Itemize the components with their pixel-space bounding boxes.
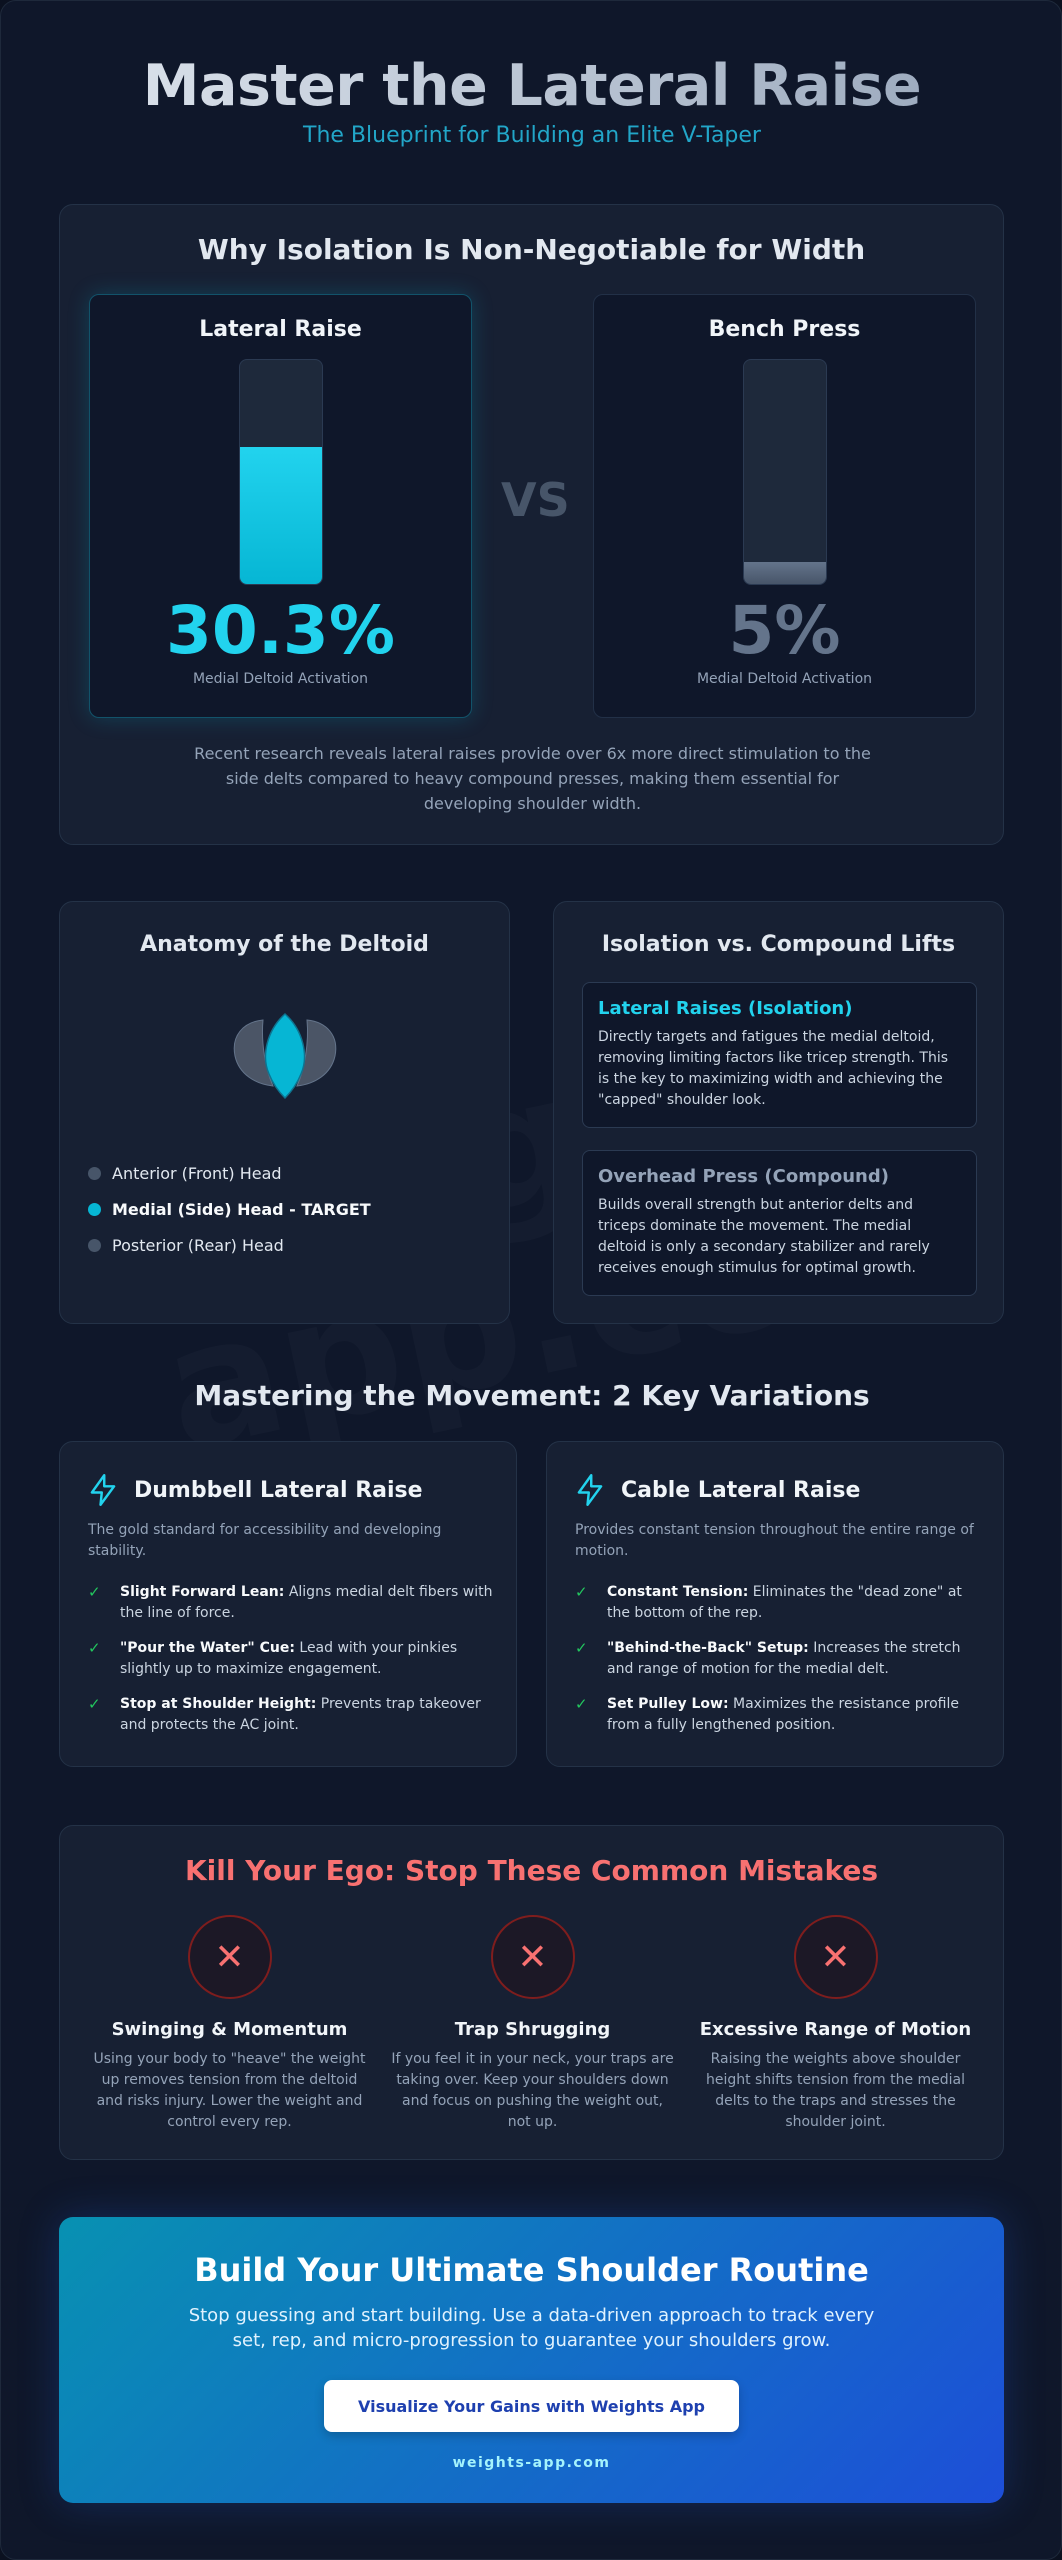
- legend-dot-posterior: [88, 1239, 101, 1252]
- hero-header: [1, 53, 1062, 148]
- legend-anterior: [88, 1155, 371, 1191]
- mistake-item: [390, 1915, 675, 2133]
- page-title: Master the Lateral Raise: [1, 53, 1062, 119]
- mistakes-title: Kill Your Ego: Stop These Common Mistakes: [184, 1854, 878, 1887]
- tip-bold: Constant Tension:: [607, 1584, 749, 1600]
- check-icon: ✓: [88, 1639, 101, 1657]
- check-icon: ✓: [575, 1695, 588, 1713]
- bench-press-percent: 5%: [728, 592, 841, 669]
- cable-tips: [575, 1582, 985, 1750]
- mistake-title: Trap Shrugging: [454, 2019, 611, 2040]
- list-item: [575, 1582, 985, 1624]
- cable-desc: Provides constant tension throughout the entire range of motion.: [575, 1522, 974, 1559]
- bench-press-panel: [593, 294, 976, 718]
- bench-press-meter-fill: [744, 562, 826, 584]
- tip-text: Prevents trap takeover and protects the AC joint.: [120, 1696, 481, 1733]
- mistake-item: [693, 1915, 978, 2133]
- visualize-gains-button[interactable]: Visualize Your Gains with Weights App: [324, 2380, 739, 2432]
- lateral-raise-meter-fill: [240, 447, 322, 584]
- lateral-raise-percent: 30.3%: [166, 592, 395, 669]
- dumbbell-header: [88, 1474, 423, 1506]
- legend-dot-medial: [88, 1203, 101, 1216]
- check-icon: ✓: [88, 1583, 101, 1601]
- anatomy-title: Anatomy of the Deltoid: [140, 932, 429, 957]
- mistake-title: Excessive Range of Motion: [699, 2019, 972, 2040]
- cta-text: Stop guessing and start building. Use a data-driven approach to track every set, rep, and micro-progression to guarantee your shoulders grow.: [188, 2305, 875, 2351]
- mistake-item: [87, 1915, 372, 2133]
- tip-bold: Slight Forward Lean:: [120, 1584, 285, 1600]
- deltoid-diagram-icon: [225, 1012, 345, 1102]
- dumbbell-variation-card: [59, 1441, 517, 1767]
- list-item: [575, 1638, 985, 1680]
- legend-dot-anterior: [88, 1167, 101, 1180]
- tip-text: Eliminates the "dead zone" at the bottom of the rep.: [607, 1584, 962, 1621]
- isolation-box: [582, 982, 977, 1128]
- lightning-icon: [575, 1474, 605, 1506]
- mistake-text: Using your body to "heave" the weight up removes tension from the deltoid and risks injury. Lower the weight and control every rep.: [93, 2051, 366, 2130]
- dumbbell-tips: [88, 1582, 498, 1750]
- lightning-icon: [88, 1474, 118, 1506]
- isolation-section: [59, 204, 1004, 845]
- isolation-title: Why Isolation Is Non-Negotiable for Width: [197, 233, 866, 266]
- dumbbell-title: Dumbbell Lateral Raise: [134, 1477, 423, 1503]
- tip-text: Lead with your pinkies slightly up to maximize engagement.: [120, 1640, 458, 1677]
- cta-title: Build Your Ultimate Shoulder Routine: [194, 2251, 869, 2289]
- tip-bold: "Pour the Water" Cue:: [120, 1640, 295, 1656]
- x-icon: ✕: [794, 1915, 878, 1999]
- legend-posterior: [88, 1227, 371, 1263]
- comparison-title: Isolation vs. Compound Lifts: [601, 932, 956, 957]
- mistake-text: Raising the weights above shoulder height shifts tension from the medial delts to the traps and stresses the shoulder joint.: [705, 2051, 966, 2130]
- tip-text: Maximizes the resistance profile from a fully lengthened position.: [607, 1696, 959, 1733]
- tip-text: Increases the stretch and range of motion for the medial delt.: [607, 1640, 961, 1677]
- dumbbell-desc: The gold standard for accessibility and developing stability.: [88, 1522, 442, 1559]
- mistake-title: Swinging & Momentum: [111, 2019, 348, 2040]
- list-item: [575, 1694, 985, 1736]
- legend-label: Medial (Side) Head - TARGET: [112, 1199, 371, 1219]
- check-icon: ✓: [575, 1583, 588, 1601]
- cable-title: Cable Lateral Raise: [621, 1477, 861, 1503]
- mistake-text: If you feel it in your neck, your traps are taking over. Keep your shoulders down and focus on pushing the weight out, not up.: [391, 2051, 674, 2130]
- isolation-box-text: Directly targets and fatigues the medial deltoid, removing limiting factors like tricep strength. This is the key to maximizing width and achieving the "capped" shoulder look.: [598, 1029, 949, 1108]
- cta-section: [59, 2217, 1004, 2503]
- page-subtitle: The Blueprint for Building an Elite V-Taper: [303, 123, 761, 148]
- legend-label: Posterior (Rear) Head: [112, 1235, 284, 1255]
- variations-title: Mastering the Movement: 2 Key Variations: [194, 1379, 870, 1412]
- compound-box: [582, 1150, 977, 1296]
- comparison-card: [553, 901, 1004, 1324]
- website-link[interactable]: weights-app.com: [452, 2455, 611, 2471]
- tip-text: Aligns medial delt fibers with the line of force.: [120, 1584, 493, 1621]
- x-icon: ✕: [491, 1915, 575, 1999]
- lateral-raise-meter: [239, 359, 323, 585]
- anatomy-card: [59, 901, 510, 1324]
- isolation-box-title: Lateral Raises (Isolation): [598, 998, 853, 1019]
- check-icon: ✓: [575, 1639, 588, 1657]
- bench-press-title: Bench Press: [708, 317, 861, 342]
- cable-variation-card: [546, 1441, 1004, 1767]
- mistakes-section: [59, 1825, 1004, 2160]
- compound-box-text: Builds overall strength but anterior delts and triceps dominate the movement. The medial deltoid is only a secondary stabilizer and rarely receives enough stimulus for optimal growth.: [598, 1197, 930, 1276]
- lateral-raise-title: Lateral Raise: [199, 317, 362, 342]
- lateral-raise-caption: Medial Deltoid Activation: [192, 671, 369, 687]
- compound-box-title: Overhead Press (Compound): [598, 1166, 889, 1187]
- deltoid-legend: [88, 1155, 371, 1263]
- check-icon: ✓: [88, 1695, 101, 1713]
- x-icon: ✕: [188, 1915, 272, 1999]
- legend-label: Anterior (Front) Head: [112, 1163, 282, 1183]
- lateral-raise-panel: [89, 294, 472, 718]
- bench-press-meter: [743, 359, 827, 585]
- tip-bold: Set Pulley Low:: [607, 1696, 729, 1712]
- bench-press-caption: Medial Deltoid Activation: [696, 671, 873, 687]
- isolation-note: Recent research reveals lateral raises provide over 6x more direct stimulation to the side delts compared to heavy compound presses, making them essential for developing shoulder width.: [194, 744, 871, 813]
- vs-label: VS: [501, 473, 570, 527]
- list-item: [88, 1694, 498, 1736]
- list-item: [88, 1582, 498, 1624]
- tip-bold: "Behind-the-Back" Setup:: [607, 1640, 809, 1656]
- legend-medial: [88, 1191, 371, 1227]
- cable-header: [575, 1474, 860, 1506]
- tip-bold: Stop at Shoulder Height:: [120, 1696, 317, 1712]
- list-item: [88, 1638, 498, 1680]
